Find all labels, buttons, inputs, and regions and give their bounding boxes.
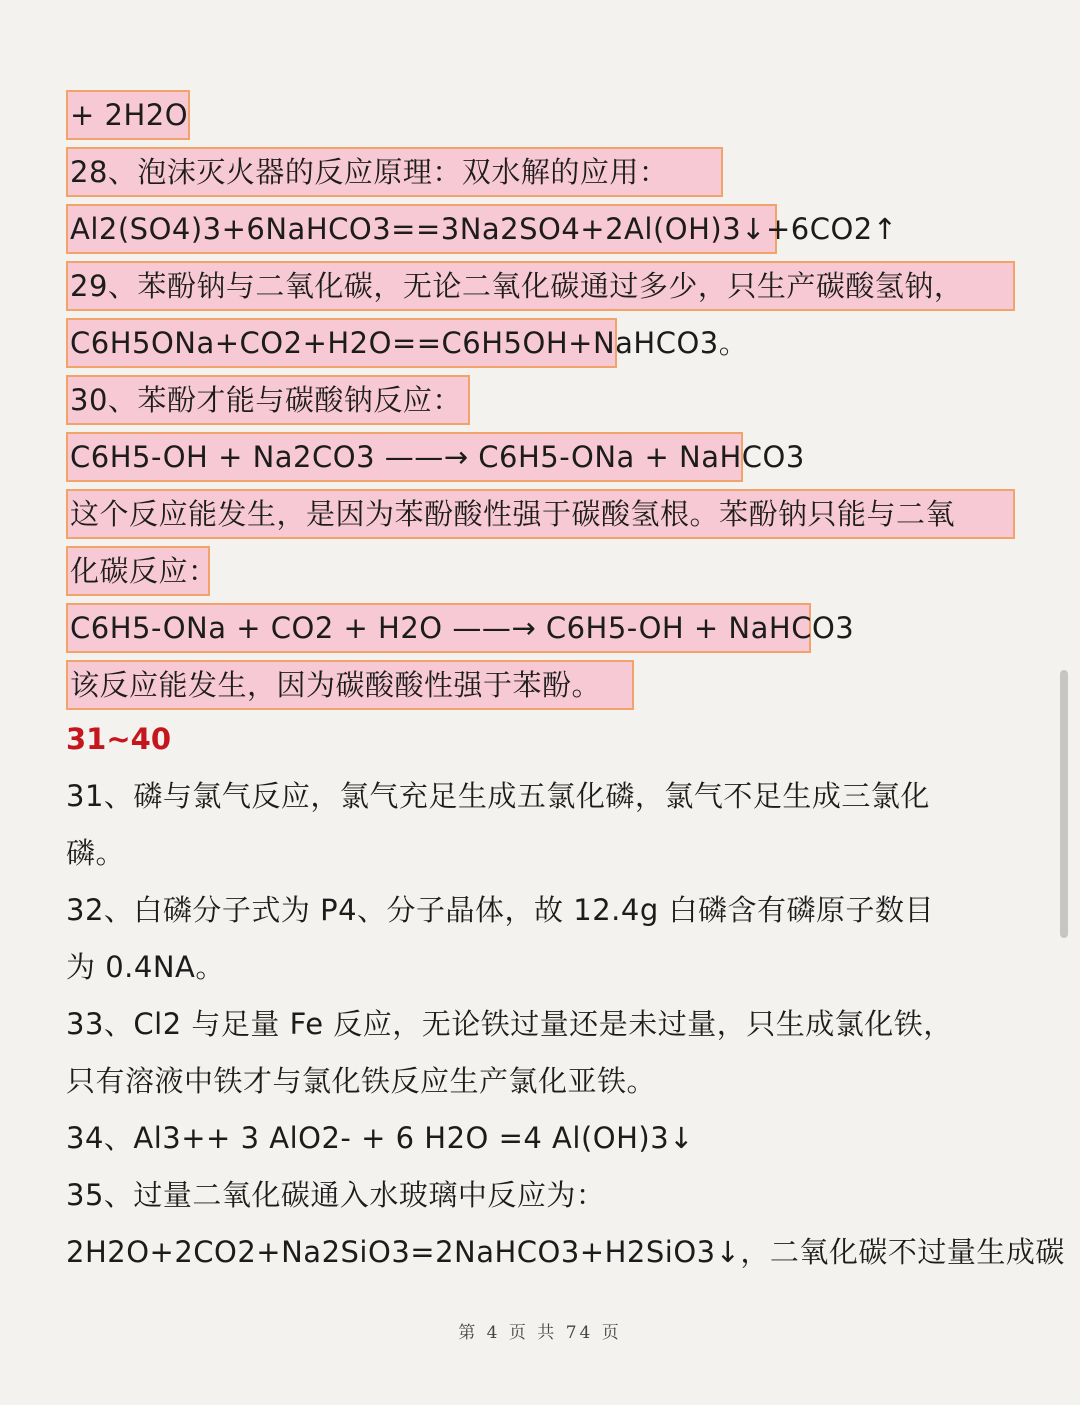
highlighted-line: 这个反应能发生，是因为苯酚酸性强于碳酸氢根。苯酚钠只能与二氧 bbox=[66, 489, 1015, 539]
text-line: 32、白磷分子式为 P4、分子晶体，故 12.4g 白磷含有磷原子数目 bbox=[66, 893, 934, 927]
highlighted-line: C6H5-OH + Na2CO3 ——→ C6H5-ONa + NaHCO3 bbox=[66, 432, 743, 482]
text-line: 35、过量二氧化碳通入水玻璃中反应为： bbox=[66, 1178, 606, 1212]
highlighted-line: 28、泡沫灭火器的反应原理：双水解的应用： bbox=[66, 147, 723, 197]
text-line: 只有溶液中铁才与氯化铁反应生产氯化亚铁。 bbox=[66, 1064, 657, 1098]
text-line: 为 0.4NA。 bbox=[66, 950, 225, 984]
text-line: 磷。 bbox=[66, 836, 126, 870]
highlighted-line: 该反应能发生，因为碳酸酸性强于苯酚。 bbox=[66, 660, 634, 710]
section-title: 31~40 bbox=[66, 722, 172, 756]
highlighted-line: 化碳反应： bbox=[66, 546, 210, 596]
scrollbar-thumb[interactable] bbox=[1060, 670, 1068, 938]
text-line: 33、Cl2 与足量 Fe 反应，无论铁过量还是未过量，只生成氯化铁， bbox=[66, 1007, 953, 1041]
page-footer: 第 4 页 共 74 页 bbox=[458, 1323, 622, 1343]
highlighted-line: 29、苯酚钠与二氧化碳，无论二氧化碳通过多少，只生产碳酸氢钠， bbox=[66, 261, 1015, 311]
highlighted-line: C6H5ONa+CO2+H2O==C6H5OH+NaHCO3。 bbox=[66, 318, 617, 368]
text-line: 34、Al3++ 3 AlO2- + 6 H2O =4 Al(OH)3↓ bbox=[66, 1121, 694, 1155]
highlighted-line: + 2H2O bbox=[66, 90, 190, 140]
text-line: 31、磷与氯气反应，氯气充足生成五氯化磷，氯气不足生成三氯化 bbox=[66, 779, 930, 813]
text-line: 2H2O+2CO2+Na2SiO3=2NaHCO3+H2SiO3↓，二氧化碳不过量生成碳 bbox=[66, 1235, 1065, 1269]
highlighted-line: C6H5-ONa + CO2 + H2O ——→ C6H5-OH + NaHCO3 bbox=[66, 603, 811, 653]
highlighted-line: Al2(SO4)3+6NaHCO3==3Na2SO4+2Al(OH)3↓+6CO2↑ bbox=[66, 204, 777, 254]
highlighted-line: 30、苯酚才能与碳酸钠反应： bbox=[66, 375, 470, 425]
